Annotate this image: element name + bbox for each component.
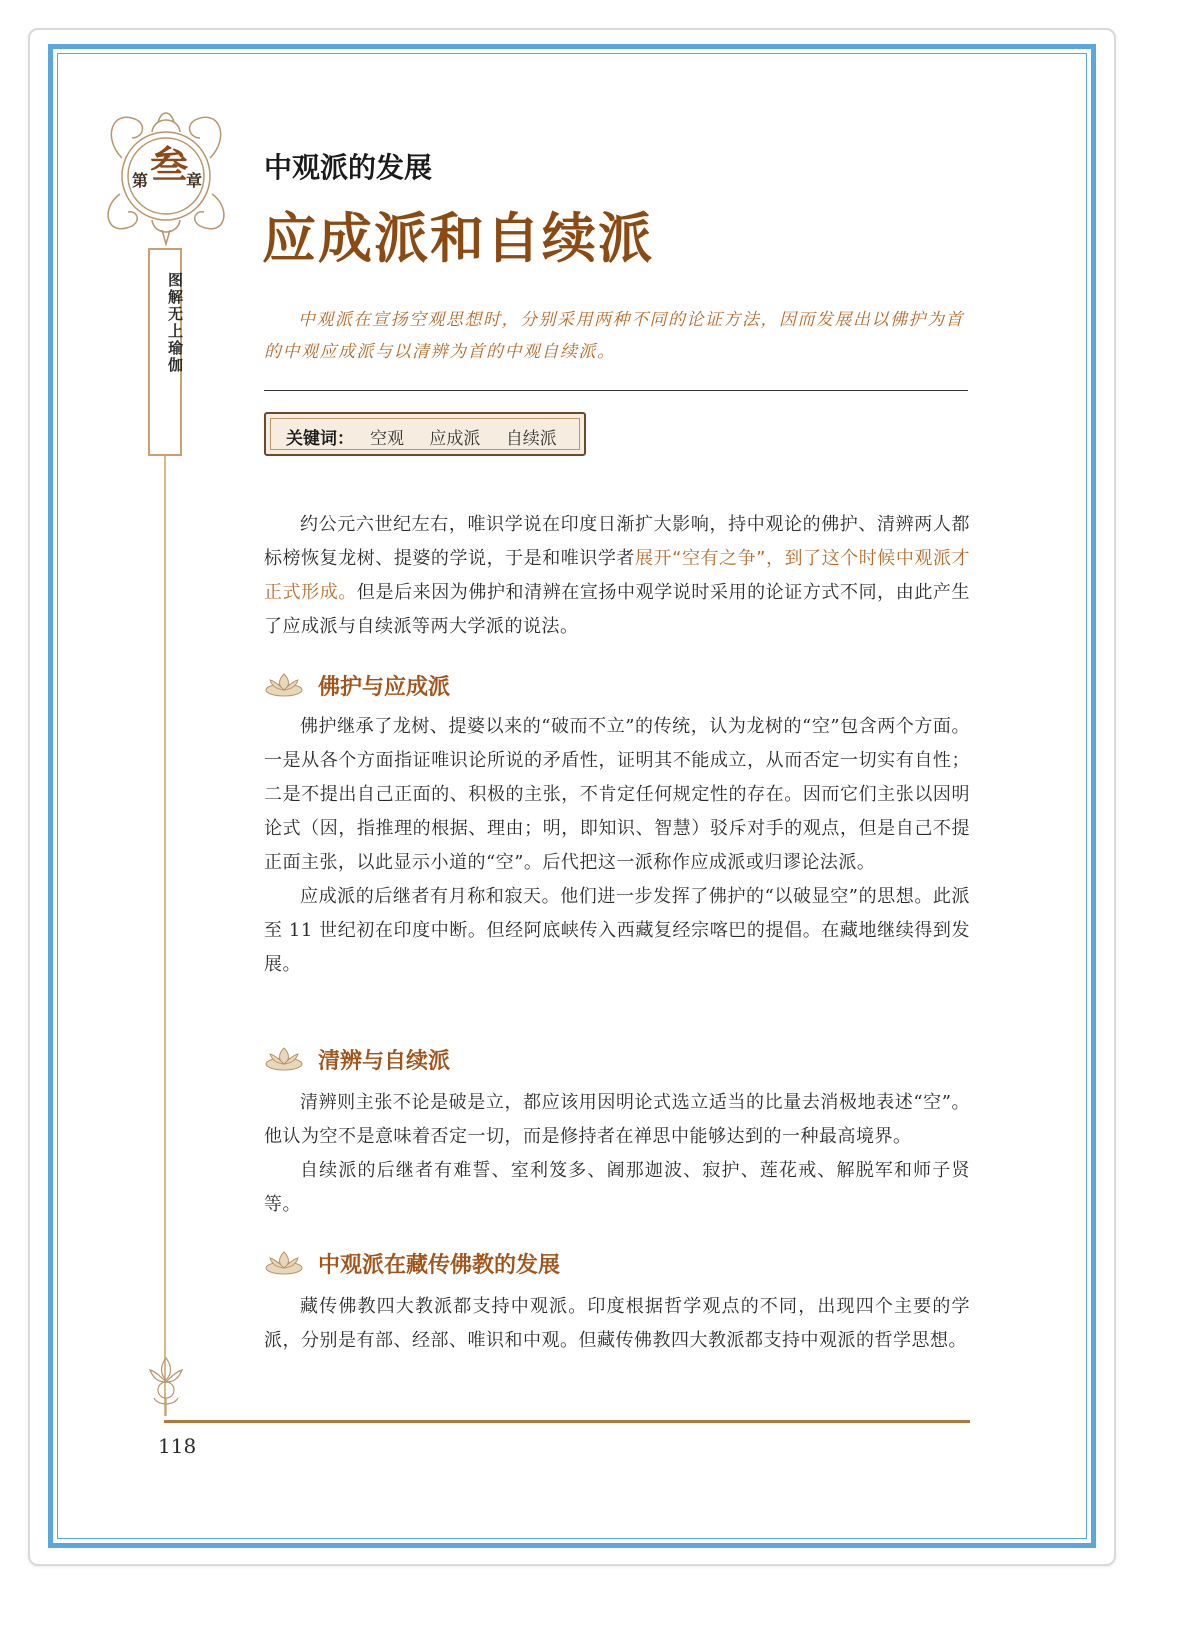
section-heading-text: 中观派在藏传佛教的发展	[318, 1253, 561, 1278]
lotus-icon	[264, 1248, 304, 1276]
page-title: 应成派和自续派	[262, 207, 654, 270]
paragraph: 应成派的后继者有月称和寂天。他们进一步发挥了佛护的“以破显空”的思想。此派至 11 世纪初在印度中断。但经阿底峡传入西藏复经宗喀巴的提倡。在藏地继续得到发展。	[264, 886, 970, 975]
lotus-icon	[264, 670, 304, 698]
page-subtitle: 中观派的发展	[264, 151, 433, 184]
side-tab	[148, 248, 182, 456]
paragraph: 自续派的后继者有难誓、室利笈多、阇那迦波、寂护、莲花戒、解脱军和师子贤等。	[264, 1160, 970, 1215]
keyword-label: 关键词：	[286, 429, 354, 449]
section-body	[264, 710, 970, 982]
book-title-vertical: 图解无上瑜伽	[166, 272, 184, 374]
paragraph: 藏传佛教四大教派都支持中观派。印度根据哲学观点的不同，出现四个主要的学派，分别是有部、经部、唯识和中观。但藏传佛教四大教派都支持中观派的哲学思想。	[264, 1296, 970, 1351]
lotus-ornament-icon	[140, 1350, 192, 1418]
opening-text	[264, 508, 970, 644]
intro-divider	[264, 390, 968, 391]
keyword-item: 应成派	[429, 429, 481, 449]
chapter-prefix: 第	[132, 171, 149, 190]
section-body	[264, 1086, 970, 1222]
chapter-suffix: 章	[186, 171, 203, 190]
keyword-list	[370, 424, 577, 449]
paragraph: 清辨则主张不论是破是立，都应该用因明论式选立适当的比量去消极地表述“空”。他认为空不是意味着否定一切，而是修持者在禅思中能够达到的一种最高境界。	[264, 1092, 970, 1147]
intro-paragraph: 中观派在宣扬空观思想时，分别采用两种不同的论证方法，因而发展出以佛护为首的中观应成派与以清辨为首的中观自续派。	[264, 310, 964, 362]
section-heading-text: 清辨与自续派	[318, 1049, 451, 1074]
section-heading-text: 佛护与应成派	[318, 675, 451, 700]
keyword-item: 空观	[370, 429, 404, 449]
keyword-box	[264, 412, 586, 456]
lotus-icon	[264, 1044, 304, 1072]
opening-text-start: 约公元六世纪左右，唯识学说在印度日渐扩大影响，持中观论的佛护、清辨两人都标榜恢复龙树、提婆的学说，于是和唯识学者	[264, 514, 970, 569]
footer-rule	[164, 1420, 970, 1423]
section-body	[264, 1290, 970, 1358]
opening-highlight: 展开“空有之争”，到了这个时候中观派才正式形成。	[264, 548, 970, 603]
keyword-item: 自续派	[505, 429, 557, 449]
page-number: 118	[158, 1434, 197, 1458]
opening-paragraph	[264, 508, 970, 644]
opening-text-end: 但是后来因为佛护和清辨在宣扬中观学说时采用的论证方式不同，由此产生了应成派与自续派等两大学派的说法。	[264, 582, 970, 637]
chapter-number: 叁	[150, 142, 189, 187]
paragraph: 佛护继承了龙树、提婆以来的“破而不立”的传统，认为龙树的“空”包含两个方面。一是从各个方面指证唯识论所说的矛盾性，证明其不能成立，从而否定一切实有自性；二是不提出自己正面的、积极的主张，不肯定任何规定性的存在。因而它们主张以因明论式（因，指推理的根据、理由；明，即知识、智慧）驳斥对手的观点，但是自己不提正面主张，以此显示小道的“空”。后代把这一派称作应成派或归谬论法派。	[264, 716, 970, 873]
side-divider-line	[164, 456, 166, 1416]
chapter-emblem	[92, 98, 240, 248]
